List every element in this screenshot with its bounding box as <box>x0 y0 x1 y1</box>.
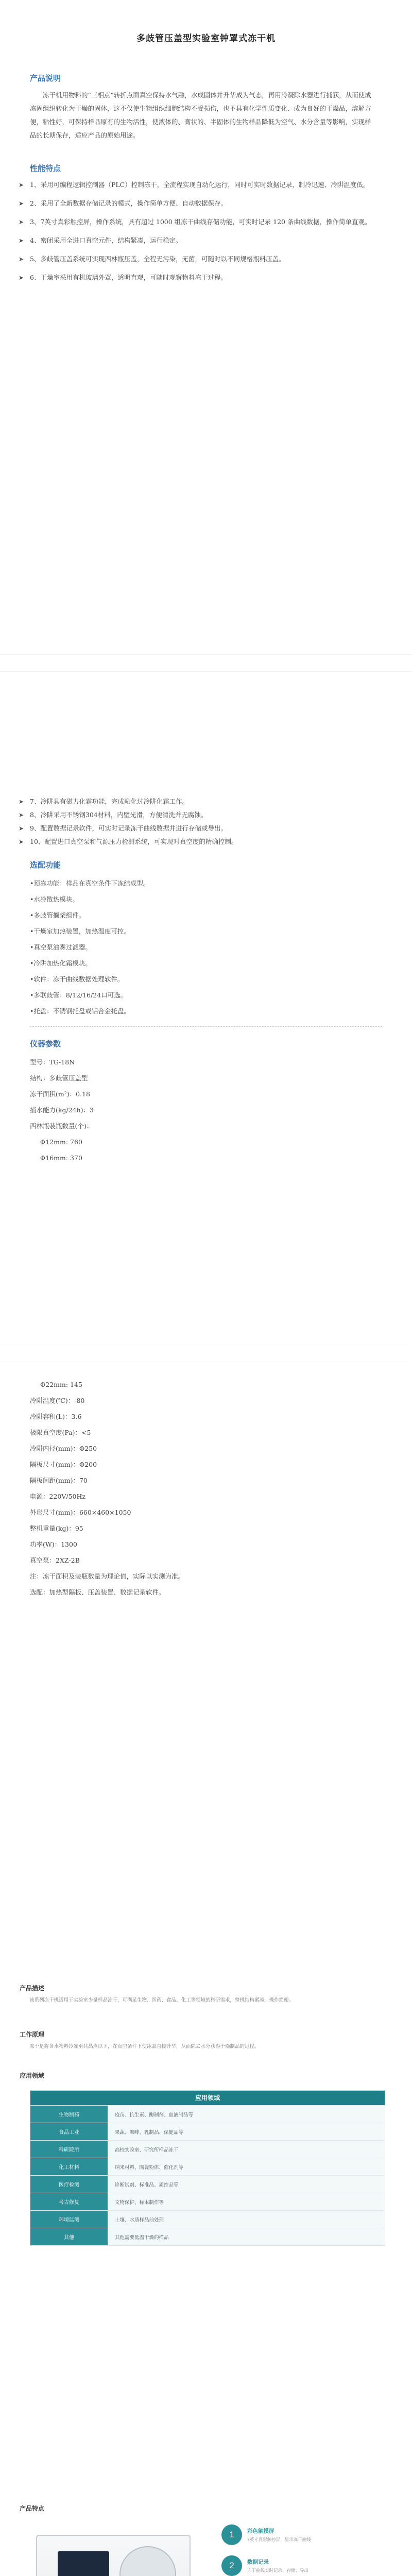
intro-small-text: 该系列冻干机适用于实验室少量样品冻干，可满足生物、医药、食品、化工等领域的科研需求，整机结构紧凑，操作简便。 <box>29 1997 294 2003</box>
document-page-1 <box>0 0 412 654</box>
param-row: 外形尺寸(mm)：660×460×1050 <box>30 1509 131 1516</box>
param-row: 极限真空度(Pa)：<5 <box>30 1429 91 1436</box>
document-title: 多歧管压盖型实验室钟罩式冻干机 <box>136 33 276 44</box>
params-heading: 仪器参数 <box>30 1039 61 1048</box>
document-page-3 <box>0 1362 412 1978</box>
list-item: •多歧管搁架组件。 <box>30 911 85 919</box>
principle-heading: 工作原理 <box>20 2031 45 2038</box>
list-item: ➤ 2、采用了全新数据存储记录的模式，操作简单方便、自动数据保存。 <box>15 197 376 210</box>
param-row: 冷阱内径(mm)：Φ250 <box>30 1445 97 1452</box>
param-row: 电源：220V/50Hz <box>30 1493 85 1500</box>
list-item: •托盘：不锈钢托盘或铝合金托盘。 <box>30 1007 130 1015</box>
arrow-icon: ➤ <box>19 825 24 832</box>
table-row: 生物制药 疫苗、抗生素、酶制剂、血液制品等 <box>30 2105 385 2123</box>
arrow-icon: ➤ <box>19 838 24 845</box>
list-item: ➤ 3、7英寸真彩触控屏，操作系统，具有超过 1000 组冻干曲线存储功能，可实时记录 120 条曲线数据，操作简单直观。 <box>15 216 376 228</box>
param-row: 隔板间距(mm)：70 <box>30 1477 88 1484</box>
intro-paragraph: 冻干机用物料的“三相点”转折点面真空保持水气融，水成固体并升华成为气态，再用冷凝除水器进行捕获，从而使成冻固组织转化为干燥的固体，这不仅使生物组织细胞结构不受损伤，也不具有化学性质变化、成为良好的干燥品，溶解方便，粘性好，可保持样品原有的生物活性，使液体的、膏状的、半固体的生物样品降低为空气、水分含量等影响，实现样品的长期保存，适应产品的原始用途。 <box>30 91 371 139</box>
list-item: ➤ 6、干燥室采用有机玻璃外罩，透明直观，可随时观察物料冻干过程。 <box>15 272 376 284</box>
list-item: •真空泵油雾过滤器。 <box>30 943 92 951</box>
principle-block <box>0 2030 412 2050</box>
features-more-list <box>15 795 376 848</box>
table-row: 化工材料 纳米材料、陶瓷粉体、催化剂等 <box>30 2158 385 2175</box>
list-item: •预冻功能：样品在真空条件下冻结成型。 <box>30 879 150 887</box>
param-row: Φ16mm: 370 <box>40 1154 82 1162</box>
arrow-icon: ➤ <box>19 181 24 189</box>
list-item: ➤ 5、多歧管压盖系统可实现西林瓶压盖，全程无污染，无菌，可随时以不同规格瓶料压盖。 <box>15 253 376 265</box>
list-item: ➤ 8、冷阱采用不锈钢304材料，内壁光滑，方便清洗并无腐蚀。 <box>15 809 376 821</box>
options-heading: 选配功能 <box>30 860 61 870</box>
list-item: •多联歧管：8/12/16/24口可选。 <box>30 991 127 999</box>
list-item: •软件：冻干曲线数据处理软件。 <box>30 975 124 983</box>
param-row: 结构：多歧管压盖型 <box>30 1074 88 1082</box>
param-row: 整机重量(kg)：95 <box>30 1524 83 1532</box>
arrow-icon: ➤ <box>19 811 24 819</box>
param-row: 西林瓶装瓶数量(个)： <box>30 1122 93 1130</box>
table-row: 其他 其他需要低温干燥的样品 <box>30 2228 385 2245</box>
list-item: ➤ 4、密闭采用全进口真空元件，结构紧凑，运行稳定。 <box>15 234 376 247</box>
freeze-dryer-illustration <box>36 2535 191 2576</box>
list-item: ➤ 10、配置进口真空泵和气源压力检测系统，可实现对真空度的精确控制。 <box>15 836 376 848</box>
device-chamber <box>119 2546 176 2576</box>
arrow-icon: ➤ <box>19 200 24 207</box>
divider <box>30 1026 382 1027</box>
table-row: 环境监测 土壤、水质样品前处理 <box>30 2210 385 2228</box>
page-gap <box>0 654 412 672</box>
param-row: 冷阱温度(℃)：-80 <box>30 1397 85 1404</box>
structure-heading: 性能特点 <box>30 164 61 173</box>
callout-number: 2 <box>221 2555 242 2576</box>
device-screen <box>58 2551 109 2576</box>
arrow-icon: ➤ <box>19 274 24 281</box>
param-row: 选配：加热型隔板、压盖装置、数据记录软件。 <box>30 1588 165 1596</box>
table-row: 考古修复 文物保护、标本制作等 <box>30 2193 385 2210</box>
param-row: 捕水能力(kg/24h)：3 <box>30 1106 94 1114</box>
list-item: ➤ 1、采用可编程逻辑控制器（PLC）控制冻干，全流程实现自动化运行，同时可实时数据记录，制冷迅速、冷阱温度低。 <box>15 179 376 191</box>
structure-list <box>15 179 376 284</box>
page-gap <box>0 1345 412 1362</box>
table-row: 科研院所 高校实验室、研究所样品冻干 <box>30 2140 385 2158</box>
application-heading: 应用领域 <box>20 2072 45 2079</box>
list-item: •干燥室加热装置，加热温度可控。 <box>30 927 130 935</box>
arrow-icon: ➤ <box>19 218 24 226</box>
intro-small-heading: 产品描述 <box>20 1985 45 1992</box>
param-row: 型号：TG-18N <box>30 1058 75 1066</box>
param-row: 功率(W)：1300 <box>30 1540 77 1548</box>
param-row: 注：冻干面积及装瓶数量为理论值，实际以实测为准。 <box>30 1572 185 1580</box>
list-item: •水冷散热模块。 <box>30 895 79 903</box>
principle-text: 冻干是将含水物料冷冻至共晶点以下，在真空条件下使冰晶直接升华，从而除去水分获得干燥制品的过程。 <box>29 2044 260 2049</box>
document-page-2 <box>0 672 412 1345</box>
callout-touchscreen: 1 彩色触摸屏 7英寸真彩触控屏，显示冻干曲线 <box>221 2524 350 2545</box>
table-row: 食品工业 果蔬、咖啡、乳制品、保健品等 <box>30 2123 385 2140</box>
param-row: Φ22mm: 145 <box>40 1381 82 1388</box>
list-item: •冷阱加热化霜模块。 <box>30 959 92 967</box>
arrow-icon: ➤ <box>19 237 24 244</box>
param-row: 冻干面积(m²)：0.18 <box>30 1090 90 1098</box>
promo-section <box>0 1978 412 2576</box>
list-item: ➤ 9、配置数据记录软件，可实时记录冻干曲线数据并进行存储或导出。 <box>15 822 376 835</box>
list-item: ➤ 7、冷阱具有磁力化霜功能，完成融化过冷阱化霜工作。 <box>15 795 376 808</box>
params-list-a <box>0 1054 412 1166</box>
application-block <box>0 2071 412 2246</box>
table-row: 医疗检测 诊断试剂、标准品、质控品等 <box>30 2175 385 2193</box>
param-row: 真空泵：2XZ-2B <box>30 1556 80 1564</box>
application-table <box>30 2090 385 2246</box>
param-row: Φ12mm: 760 <box>40 1138 82 1146</box>
param-row: 冷阱容积(L)：3.6 <box>30 1413 82 1420</box>
arrow-icon: ➤ <box>19 798 24 805</box>
param-row: 隔板尺寸(mm)：Φ200 <box>30 1461 97 1468</box>
product-features-heading: 产品特点 <box>20 2505 45 2512</box>
intro-heading: 产品说明 <box>30 74 61 83</box>
product-intro <box>0 1984 412 2004</box>
arrow-icon: ➤ <box>19 256 24 263</box>
callout-data: 2 数据记录 冻干曲线实时记录、存储、导出 <box>221 2555 350 2576</box>
application-title: 应用领域 <box>30 2091 385 2105</box>
params-list-b <box>0 1362 412 1600</box>
options-list <box>0 875 412 1019</box>
callout-number: 1 <box>221 2524 242 2545</box>
